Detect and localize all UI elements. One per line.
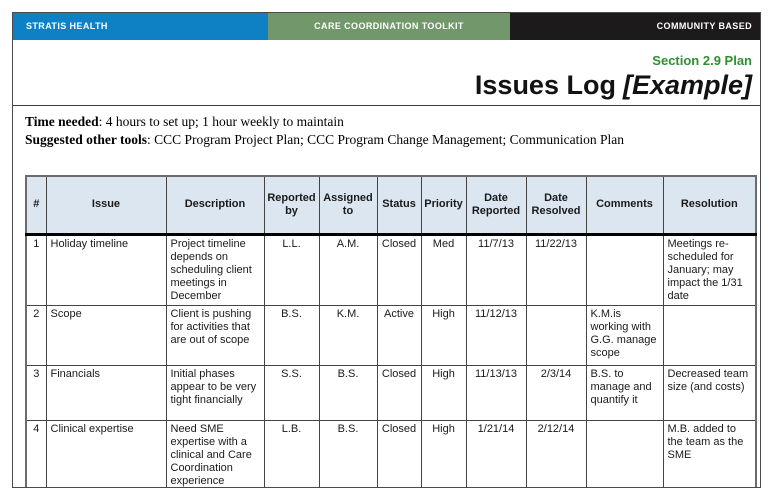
page-title [13,70,752,100]
page-title-example: [Example] [622,70,752,100]
table-cell: Scope [46,305,166,365]
table-cell: Clinical expertise [46,420,166,488]
suggested-tools-text: : CCC Program Project Plan; CCC Program Change Management; Communication Plan [147,132,624,147]
column-header: Status [377,176,421,234]
table-cell: 2/12/14 [526,420,586,488]
issues-log-table [25,175,757,488]
table-cell: B.S. to manage and quantify it [586,365,663,420]
table-cell: B.S. [319,365,377,420]
title-block [13,53,760,100]
table-cell: High [421,365,466,420]
header-community-based-label: COMMUNITY BASED [510,13,760,40]
column-header: Resolution [663,176,756,234]
table-cell: K.M. [319,305,377,365]
table-cell: 1 [26,234,46,305]
table-cell: L.L. [264,234,319,305]
time-needed-text: : 4 hours to set up; 1 hour weekly to maintain [98,114,344,129]
table-cell [586,234,663,305]
column-header: Assigned to [319,176,377,234]
suggested-tools-line [25,131,760,149]
time-needed-label: Time needed [25,114,99,129]
column-header: Comments [586,176,663,234]
column-header: Date Resolved [526,176,586,234]
table-cell: 1/21/14 [466,420,526,488]
section-label: Section 2.9 Plan [652,53,752,68]
table-cell: B.S. [264,305,319,365]
column-header: Issue [46,176,166,234]
table-cell: Med [421,234,466,305]
table-cell: High [421,305,466,365]
table-cell: Initial phases appear to be very tight financially [166,365,264,420]
table-cell: 11/13/13 [466,365,526,420]
table-cell: A.M. [319,234,377,305]
table-cell: 4 [26,420,46,488]
table-cell: 2 [26,305,46,365]
suggested-tools-label: Suggested other tools [25,132,148,147]
table-cell: Need SME expertise with a clinical and Care Coordination experience [166,420,264,488]
table-cell: Project timeline depends on scheduling client meetings in December [166,234,264,305]
table-cell: L.B. [264,420,319,488]
table-cell [663,305,756,365]
table-cell: 11/12/13 [466,305,526,365]
table-row [26,420,756,488]
meta-block [25,113,760,149]
table-cell: S.S. [264,365,319,420]
table-body [26,234,756,488]
column-header: # [26,176,46,234]
table-cell: Closed [377,420,421,488]
table-cell: Decreased team size (and costs) [663,365,756,420]
table-cell: 2/3/14 [526,365,586,420]
table-cell: High [421,420,466,488]
table-cell: Closed [377,234,421,305]
brand-stratis-health: STRATIS HEALTH [13,13,268,40]
table-cell: Closed [377,365,421,420]
table-row [26,365,756,420]
table-cell: Holiday timeline [46,234,166,305]
column-header: Priority [421,176,466,234]
column-header: Reported by [264,176,319,234]
table-cell: 11/7/13 [466,234,526,305]
header-bar [13,13,760,40]
table-row [26,305,756,365]
table-cell: 11/22/13 [526,234,586,305]
title-divider [13,105,760,106]
table-cell: 3 [26,365,46,420]
table-cell: Meetings re-scheduled for January; may impact the 1/31 date [663,234,756,305]
column-header: Description [166,176,264,234]
table-cell: Active [377,305,421,365]
column-header: Date Reported [466,176,526,234]
table-cell: Client is pushing for activities that are out of scope [166,305,264,365]
page-title-main: Issues Log [474,70,616,100]
table-header-row [26,176,756,234]
table-cell: K.M.is working with G.G. manage scope [586,305,663,365]
table-row [26,234,756,305]
table-cell [586,420,663,488]
table-cell: B.S. [319,420,377,488]
time-needed-line [25,113,760,131]
table-cell: Financials [46,365,166,420]
table-cell [526,305,586,365]
table-cell: M.B. added to the team as the SME [663,420,756,488]
document-page [12,12,761,488]
header-toolkit-label: CARE COORDINATION TOOLKIT [268,13,510,40]
